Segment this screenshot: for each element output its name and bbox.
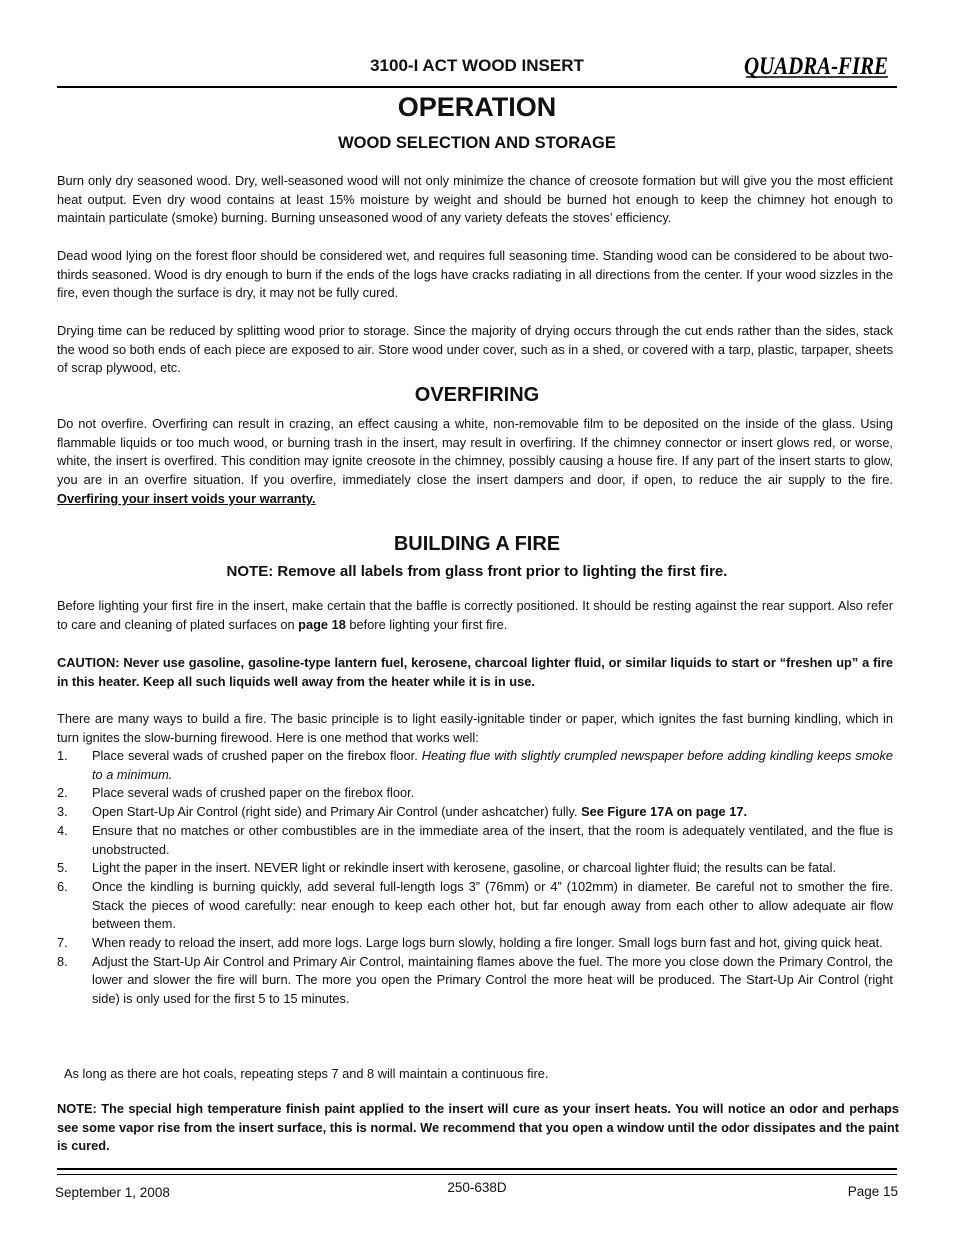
quadra-fire-logo xyxy=(742,50,894,80)
step-text: Ensure that no matches or other combustibles are in the immediate area of the insert, that the room is adequately ventilated, and the flue is unobstructed. xyxy=(92,822,893,857)
step-text: Light the paper in the insert. NEVER light or rekindle insert with kerosene, gasoline, or charcoal lighter fluid; the results can be fatal. xyxy=(92,860,837,876)
step-text: Adjust the Start-Up Air Control and Primary Air Control, maintaining flames above the fuel. The more you close down the Primary Control, the lower and slower the fire will burn. The more you open the Primary Control the more heat will be produced. The Start-Up Air Control (right side) is only used for the first 5 to 15 minutes. xyxy=(92,953,893,1007)
step-item xyxy=(57,822,893,859)
wood-paragraph-1: Burn only dry seasoned wood. Dry, well-seasoned wood will not only minimize the chance of creosote formation but will give you the most efficient heat output. Even dry wood contains at least 15% moisture by weight and should be burned hot enough to keep the chimney hot enough to maintain particulate (smoke) burning. Burning unseasoned wood of any variety defeats the stoves’ efficiency. xyxy=(57,173,893,226)
paint-cure-note: NOTE: The special high temperature finish paint applied to the insert will cure as your insert heats. You will notice an odor and perhaps see some vapor rise from the insert surface, this is normal. We recommend that you open a window until the odor dissipates and the paint is cured. xyxy=(57,1101,899,1154)
step-text: Place several wads of crushed paper on the firebox floor. xyxy=(92,748,422,763)
step-text: Once the kindling is burning quickly, add several full-length logs 3” (76mm) or 4” (102mm) in diameter. Be careful not to smother the fire. Stack the pieces of wood carefully: near enough to keep each other hot, but far enough away from each other to allow adequate air flow between them. xyxy=(92,878,893,932)
step-item xyxy=(57,878,893,934)
step-item xyxy=(57,803,893,822)
page-18-reference: page 18 xyxy=(298,616,346,632)
footer-rule-top xyxy=(57,1168,897,1170)
first-fire-text-b: before lighting your first fire. xyxy=(345,616,508,632)
caution-paragraph: CAUTION: Never use gasoline, gasoline-type lantern fuel, kerosene, charcoal lighter fluid, or similar liquids to start or “freshen up” a fire in this heater. Keep all such liquids well away from the heater while it is in use. xyxy=(57,655,893,689)
footer-rule-bottom xyxy=(57,1174,897,1175)
wood-selection-heading: WOOD SELECTION AND STORAGE xyxy=(338,134,616,152)
overfiring-paragraph xyxy=(57,415,893,509)
footer-doc-number: 250-638D xyxy=(447,1180,507,1195)
step-figure-reference: See Figure 17A on page 17. xyxy=(581,804,748,820)
method-intro: There are many ways to build a fire. The basic principle is to light easily-ignitable tinder or paper, which ignites the fast burning kindling, which in turn ignites the slow-burning firewood. Here is one method that works well: xyxy=(57,711,893,745)
step-text: When ready to reload the insert, add more logs. Large logs burn slowly, holding a fire longer. Small logs burn fast and hot, giving quick heat. xyxy=(92,935,883,951)
step-item xyxy=(57,859,893,878)
step-text: Open Start-Up Air Control (right side) and Primary Air Control (under ashcatcher) fully. xyxy=(92,804,582,820)
document-header-title: 3100-I ACT WOOD INSERT xyxy=(370,56,584,75)
step-item xyxy=(57,953,893,1009)
fire-building-steps xyxy=(57,747,893,1009)
overfiring-heading: OVERFIRING xyxy=(414,384,540,406)
overfiring-text: Do not overfire. Overfiring can result in crazing, an effect causing a white, non-removable film to be deposited on the inside of the glass. Using flammable liquids or too much wood, or burning trash in the insert, may result in overfiring. If the chimney connector or insert glows red, or worse, white, the insert is overfired. This condition may ignite creosote in the chimney, possibly causing a house fire. If any part of the insert starts to glow, you are in an overfire situation. If you overfire, immediately close the insert dampers and door, if open, to reduce the air supply to the fire. xyxy=(57,416,893,488)
step-number: 1. xyxy=(57,748,68,763)
step-number: 3. xyxy=(57,804,68,820)
header-rule xyxy=(57,86,897,88)
step-italic-tip: Heating flue with slightly crumpled newspaper before adding kindling keeps smoke to a minimum. xyxy=(92,748,893,782)
step-number: 2. xyxy=(57,785,68,801)
wood-paragraph-2: Dead wood lying on the forest floor should be considered wet, and requires full seasoning time. Standing wood can be considered to be about two-thirds seasoned. Wood is dry enough to burn if the ends of the logs have cracks radiating in all directions from the center. If your wood sizzles in the fire, even though the surface is dry, it may not be fully cured. xyxy=(57,248,893,301)
page-title: OPERATION xyxy=(397,92,557,122)
step-number: 6. xyxy=(57,878,68,894)
step-item xyxy=(57,747,893,784)
labels-note: NOTE: Remove all labels from glass front prior to lighting the first fire. xyxy=(226,563,728,580)
step-item xyxy=(57,784,893,803)
step-number: 8. xyxy=(57,953,68,969)
warranty-warning: Overfiring your insert voids your warranty. xyxy=(57,490,316,506)
svg-text:QUADRA-FIRE: QUADRA-FIRE xyxy=(744,53,888,80)
wood-paragraph-3: Drying time can be reduced by splitting wood prior to storage. Since the majority of drying occurs through the cut ends rather than the sides, stack the wood so both ends of each piece are exposed to air. Store wood under cover, such as in a shed, or covered with a tarp, plastic, tarpaper, sheets of scrap plywood, etc. xyxy=(57,323,893,376)
footer-page-number: Page 15 xyxy=(847,1184,898,1199)
building-fire-heading: BUILDING A FIRE xyxy=(393,533,561,555)
step-number: 5. xyxy=(57,860,68,876)
step-number: 4. xyxy=(57,822,68,838)
footer-date: September 1, 2008 xyxy=(55,1185,170,1200)
step-item xyxy=(57,934,893,953)
first-fire-text-a: Before lighting your first fire in the insert, make certain that the baffle is correctly positioned. It should be resting against the rear support. Also refer to care and cleaning of plated surfaces on xyxy=(57,598,893,632)
hot-coals-note: As long as there are hot coals, repeating steps 7 and 8 will maintain a continuous fire. xyxy=(64,1066,549,1081)
step-text: Place several wads of crushed paper on the firebox floor. xyxy=(92,785,415,801)
step-number: 7. xyxy=(57,935,68,951)
first-fire-paragraph xyxy=(57,597,893,634)
